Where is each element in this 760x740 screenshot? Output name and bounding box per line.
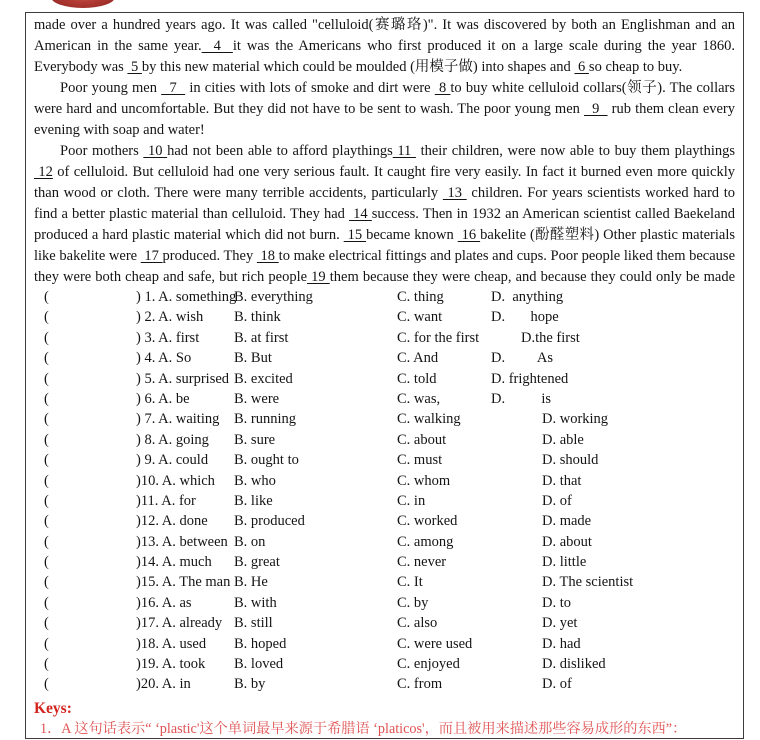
question-number-and-option-a: )13. A. between bbox=[136, 533, 228, 550]
question-number-and-option-a: ) 8. A. going bbox=[136, 431, 209, 448]
option-d: D. to bbox=[542, 594, 571, 611]
answer-paren: ( bbox=[44, 350, 49, 367]
question-number-and-option-a: ) 1. A. something bbox=[136, 289, 237, 305]
option-c: C. for the first bbox=[397, 329, 480, 346]
option-d: D. that bbox=[542, 472, 582, 489]
answer-paren: ( bbox=[44, 615, 49, 632]
option-c: C. told bbox=[397, 370, 437, 387]
answer-paren: ( bbox=[44, 513, 49, 530]
cloze-blank: 17 bbox=[140, 248, 163, 264]
question-row bbox=[26, 411, 743, 431]
passage-text: produced. They bbox=[162, 248, 257, 264]
cloze-blank: 4 bbox=[201, 38, 233, 54]
option-d: D. made bbox=[542, 513, 592, 530]
option-b: B. sure bbox=[234, 431, 276, 448]
question-number-and-option-a: )17. A. already bbox=[136, 615, 223, 632]
question-number-and-option-a: ) 6. A. be bbox=[136, 390, 190, 407]
option-d: D.the first bbox=[521, 329, 580, 346]
option-c: C. also bbox=[397, 615, 438, 632]
passage-text: became known bbox=[366, 227, 458, 243]
option-d: D. of bbox=[542, 676, 572, 693]
cloze-blank: 14 bbox=[349, 206, 372, 222]
option-b: B. with bbox=[234, 594, 277, 611]
option-b: B. running bbox=[234, 411, 297, 428]
answer-paren: ( bbox=[44, 309, 49, 326]
passage-paragraph bbox=[34, 15, 735, 78]
option-d: D. yet bbox=[542, 615, 578, 632]
option-b: B. produced bbox=[234, 513, 305, 530]
answer-paren: ( bbox=[44, 289, 49, 305]
passage-text: had not been able to afford playthings bbox=[167, 143, 393, 159]
option-b: B. on bbox=[234, 533, 266, 550]
option-d: D. disliked bbox=[542, 656, 606, 673]
question-number-and-option-a: )15. A. The man bbox=[136, 574, 231, 591]
answer-paren: ( bbox=[44, 390, 49, 407]
option-b: B. loved bbox=[234, 656, 284, 673]
answer-paren: ( bbox=[44, 554, 49, 571]
answer-paren: ( bbox=[44, 635, 49, 652]
option-c: C. about bbox=[397, 431, 447, 448]
option-d: D. frightened bbox=[491, 370, 569, 387]
option-d: D. anything bbox=[491, 289, 564, 305]
option-c: C. from bbox=[397, 676, 443, 693]
question-row bbox=[26, 452, 743, 472]
option-c: C. enjoyed bbox=[397, 656, 460, 673]
passage-text: rub them clean every evening with soap and water! bbox=[34, 101, 735, 138]
question-number-and-option-a: ) 5. A. surprised bbox=[136, 370, 230, 387]
passage-text: bakelite (酚醛塑料) Other plastic materials like bakelite were bbox=[34, 227, 735, 264]
option-c: C. walking bbox=[397, 411, 461, 428]
question-number-and-option-a: )16. A. as bbox=[136, 594, 192, 611]
keys-heading: Keys: bbox=[34, 699, 72, 717]
option-d: D. of bbox=[542, 492, 572, 509]
question-row bbox=[26, 493, 743, 513]
question-number-and-option-a: ) 7. A. waiting bbox=[136, 411, 220, 428]
passage-text: them because they were cheap, and because they could only be made bbox=[329, 269, 735, 285]
passage-text: to buy white celluloid collars(领子). The collars were hard and uncomfortable. But they did not have to be sent to wash. The poor young men bbox=[34, 80, 735, 117]
passage-text: in cities with lots of smoke and dirt were bbox=[185, 80, 435, 96]
option-d: D. As bbox=[491, 350, 554, 367]
question-number-and-option-a: ) 2. A. wish bbox=[136, 309, 204, 326]
passage-paragraph bbox=[34, 78, 735, 141]
question-number-and-option-a: )18. A. used bbox=[136, 635, 207, 652]
passage-text: so cheap to buy. bbox=[588, 59, 683, 75]
cloze-blank: 10 bbox=[143, 143, 168, 159]
option-d: D. little bbox=[542, 554, 587, 571]
question-row bbox=[26, 595, 743, 615]
question-number-and-option-a: )11. A. for bbox=[136, 492, 196, 509]
option-d: D. hope bbox=[491, 309, 559, 326]
answer-paren: ( bbox=[44, 492, 49, 509]
cloze-blank: 12 bbox=[34, 164, 53, 180]
cloze-blank: 19 bbox=[307, 269, 330, 285]
cloze-blank: 5 bbox=[127, 59, 142, 75]
option-c: C. It bbox=[397, 574, 423, 591]
cloze-passage bbox=[34, 15, 735, 289]
question-row bbox=[26, 574, 743, 594]
answer-paren: ( bbox=[44, 452, 49, 469]
answer-paren: ( bbox=[44, 533, 49, 550]
passage-text: to make electrical fittings and plates and cups. Poor people liked them because they were both cheap and safe, but rich people bbox=[34, 248, 735, 285]
cloze-blank: 18 bbox=[256, 248, 279, 264]
option-c: C. thing bbox=[397, 289, 444, 305]
option-c: C. never bbox=[397, 554, 447, 571]
question-row bbox=[26, 554, 743, 574]
question-row bbox=[26, 350, 743, 370]
question-row bbox=[26, 656, 743, 676]
option-c: C. was, bbox=[397, 390, 441, 407]
question-row bbox=[26, 534, 743, 554]
question-number-and-option-a: ) 9. A. could bbox=[136, 452, 209, 469]
question-row bbox=[26, 391, 743, 411]
option-b: B. ought to bbox=[234, 452, 299, 469]
option-b: B. think bbox=[234, 309, 281, 326]
answer-paren: ( bbox=[44, 656, 49, 673]
question-row bbox=[26, 473, 743, 493]
option-c: C. want bbox=[397, 309, 443, 326]
option-c: C. must bbox=[397, 452, 443, 469]
passage-text: of celluloid. But celluloid had one very serious fault. It caught fire very easily. In fact it burned even more quickly than wood or cloth. There were many terrible accidents, particularly bbox=[34, 164, 735, 201]
option-d: D. working bbox=[542, 411, 609, 428]
cloze-blank: 7 bbox=[161, 80, 186, 96]
question-row bbox=[26, 289, 743, 309]
option-c: C. And bbox=[397, 350, 439, 367]
answer-paren: ( bbox=[44, 574, 49, 591]
passage-text: their children, were now able to buy them playthings bbox=[415, 143, 735, 159]
option-b: B. were bbox=[234, 390, 280, 407]
answer-paren: ( bbox=[44, 594, 49, 611]
cloze-blank: 8 bbox=[434, 80, 451, 96]
passage-text: by this new material which could be moulded (用模子做) into shapes and bbox=[141, 59, 575, 75]
question-number-and-option-a: ) 4. A. So bbox=[136, 350, 192, 367]
option-b: B. by bbox=[234, 676, 266, 693]
cloze-blank: 6 bbox=[574, 59, 589, 75]
option-d: D. is bbox=[491, 390, 552, 407]
option-b: B. excited bbox=[234, 370, 293, 387]
passage-paragraph bbox=[34, 141, 735, 289]
question-row bbox=[26, 330, 743, 350]
option-d: D. should bbox=[542, 452, 599, 469]
question-number-and-option-a: ) 3. A. first bbox=[136, 329, 200, 346]
answer-paren: ( bbox=[44, 329, 49, 346]
question-row bbox=[26, 636, 743, 656]
document-border-box bbox=[25, 12, 744, 739]
option-b: B. still bbox=[234, 615, 273, 632]
question-number-and-option-a: )19. A. took bbox=[136, 656, 206, 673]
question-number-and-option-a: )12. A. done bbox=[136, 513, 208, 530]
question-row bbox=[26, 432, 743, 452]
cloze-blank: 16 bbox=[457, 227, 481, 243]
red-oval-logo bbox=[51, 0, 115, 8]
option-b: B. at first bbox=[234, 329, 289, 346]
question-row bbox=[26, 371, 743, 391]
question-row bbox=[26, 676, 743, 696]
cloze-blank: 13 bbox=[442, 185, 467, 201]
option-c: C. among bbox=[397, 533, 454, 550]
option-c: C. in bbox=[397, 492, 426, 509]
option-d: D. about bbox=[542, 533, 592, 550]
answer-paren: ( bbox=[44, 431, 49, 448]
passage-text: children. For years scientists worked hard to find a better plastic material than celluloid. They had bbox=[34, 185, 735, 222]
passage-text: made over a hundred years ago. It was called "celluloid(赛璐珞)". It was discovered by both an Englishman and an American in the same year. bbox=[34, 17, 735, 54]
option-b: B. everything bbox=[234, 289, 313, 305]
passage-text: Poor mothers bbox=[60, 143, 144, 159]
option-d: D. The scientist bbox=[542, 574, 634, 591]
question-row bbox=[26, 309, 743, 329]
question-list bbox=[26, 289, 743, 697]
option-b: B. But bbox=[234, 350, 272, 367]
option-b: B. great bbox=[234, 554, 280, 571]
question-row bbox=[26, 615, 743, 635]
option-c: C. were used bbox=[397, 635, 473, 652]
passage-text: it was the Americans who first produced it on a large scale during the year 1860. Everybody was bbox=[34, 38, 735, 75]
answer-paren: ( bbox=[44, 472, 49, 489]
option-b: B. hoped bbox=[234, 635, 287, 652]
question-row bbox=[26, 513, 743, 533]
question-number-and-option-a: )10. A. which bbox=[136, 472, 215, 489]
option-c: C. worked bbox=[397, 513, 458, 530]
keys-answer-line-1: 1．A 这句话表示“ ‘plastic'这个单词最早来源于希腊语 ‘platicos'，而且被用来描述那些容易成形的东西”： bbox=[40, 720, 687, 737]
cloze-blank: 11 bbox=[392, 143, 416, 159]
cloze-blank: 9 bbox=[583, 101, 608, 117]
answer-paren: ( bbox=[44, 411, 49, 428]
question-number-and-option-a: )14. A. much bbox=[136, 554, 212, 571]
option-c: C. by bbox=[397, 594, 429, 611]
question-number-and-option-a: )20. A. in bbox=[136, 676, 191, 693]
cloze-blank: 15 bbox=[343, 227, 367, 243]
option-c: C. whom bbox=[397, 472, 451, 489]
answer-paren: ( bbox=[44, 370, 49, 387]
option-d: D. had bbox=[542, 635, 581, 652]
passage-text: Poor young men bbox=[60, 80, 162, 96]
option-b: B. who bbox=[234, 472, 276, 489]
option-b: B. like bbox=[234, 492, 273, 509]
option-b: B. He bbox=[234, 574, 268, 591]
answer-paren: ( bbox=[44, 676, 49, 693]
option-d: D. able bbox=[542, 431, 584, 448]
passage-text: success. Then in 1932 an American scientist called Baekeland produced a hard plastic material which did not burn. bbox=[34, 206, 735, 243]
